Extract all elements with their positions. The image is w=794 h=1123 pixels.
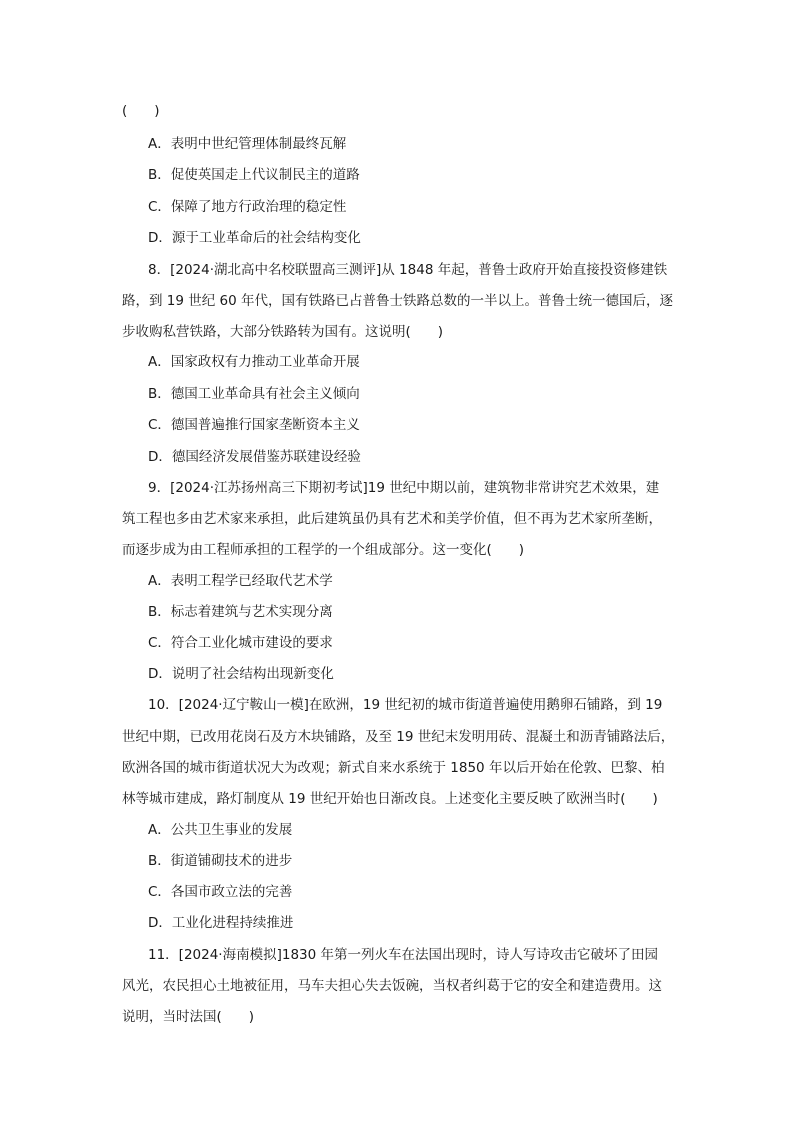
q11-stem-line-3: 说明，当时法国( ) bbox=[122, 1009, 255, 1025]
q8-stem-line-2: 路，到 19 世纪 60 年代，国有铁路已占普鲁士铁路总数的一半以上。普鲁士统一德国后，逐 bbox=[122, 293, 674, 309]
q11-stem-line-2: 风光，农民担心土地被征用，马车夫担心失去饭碗，当权者纠葛于它的安全和建造费用。这 bbox=[122, 978, 662, 994]
q11-stem-line-1: 11．[2024·海南模拟]1830 年第一列火车在法国出现时，诗人写诗攻击它破坏了田园 bbox=[148, 947, 659, 963]
q9-option-d: D．说明了社会结构出现新变化 bbox=[148, 666, 334, 682]
q7-option-d: D．源于工业革命后的社会结构变化 bbox=[148, 230, 361, 246]
q10-option-c: C．各国市政立法的完善 bbox=[148, 884, 293, 900]
q10-stem-line-4: 林等城市建成，路灯制度从 19 世纪开始也日渐改良。上述变化主要反映了欧洲当时( ) bbox=[122, 791, 658, 807]
q8-option-b: B．德国工业革命具有社会主义倾向 bbox=[148, 386, 360, 402]
q10-option-b: B．街道铺砌技术的进步 bbox=[148, 853, 293, 869]
q8-stem-line-1: 8．[2024·湖北高中名校联盟高三测评]从 1848 年起，普鲁士政府开始直接投资修建铁 bbox=[148, 262, 668, 278]
q10-stem-line-2: 世纪中期，已改用花岗石及方木块铺路，及至 19 世纪末发明用砖、混凝土和沥青铺路法后， bbox=[122, 729, 675, 745]
q8-option-d: D．德国经济发展借鉴苏联建设经验 bbox=[148, 449, 361, 465]
q7-option-b: B．促使英国走上代议制民主的道路 bbox=[148, 167, 360, 183]
q9-stem-line-1: 9．[2024·江苏扬州高三下期初考试]19 世纪中期以前，建筑物非常讲究艺术效果，建 bbox=[148, 480, 660, 496]
q10-option-d: D．工业化进程持续推进 bbox=[148, 915, 294, 931]
q7-option-a: A．表明中世纪管理体制最终瓦解 bbox=[148, 136, 347, 152]
q10-stem-line-1: 10．[2024·辽宁鞍山一模]在欧洲，19 世纪初的城市街道普遍使用鹅卵石铺路，到 19 bbox=[148, 697, 663, 713]
q9-option-a: A．表明工程学已经取代艺术学 bbox=[148, 573, 333, 589]
q9-stem-line-2: 筑工程也多由艺术家来承担，此后建筑虽仍具有艺术和美学价值，但不再为艺术家所垄断， bbox=[122, 511, 662, 527]
q7-option-c: C．保障了地方行政治理的稳定性 bbox=[148, 199, 347, 215]
q8-option-a: A．国家政权有力推动工业革命开展 bbox=[148, 354, 360, 370]
q9-option-c: C．符合工业化城市建设的要求 bbox=[148, 635, 333, 651]
q8-option-c: C．德国普遍推行国家垄断资本主义 bbox=[148, 417, 360, 433]
q10-stem-line-3: 欧洲各国的城市街道状况大为改观；新式自来水系统于 1850 年以后开始在伦敦、巴黎、柏 bbox=[122, 760, 665, 776]
q9-option-b: B．标志着建筑与艺术实现分离 bbox=[148, 604, 333, 620]
q9-stem-line-3: 而逐步成为由工程师承担的工程学的一个组成部分。这一变化( ) bbox=[122, 542, 525, 558]
answer-bracket: ( ) bbox=[122, 103, 160, 119]
q8-stem-line-3: 步收购私营铁路，大部分铁路转为国有。这说明( ) bbox=[122, 324, 444, 340]
q10-option-a: A．公共卫生事业的发展 bbox=[148, 822, 293, 838]
